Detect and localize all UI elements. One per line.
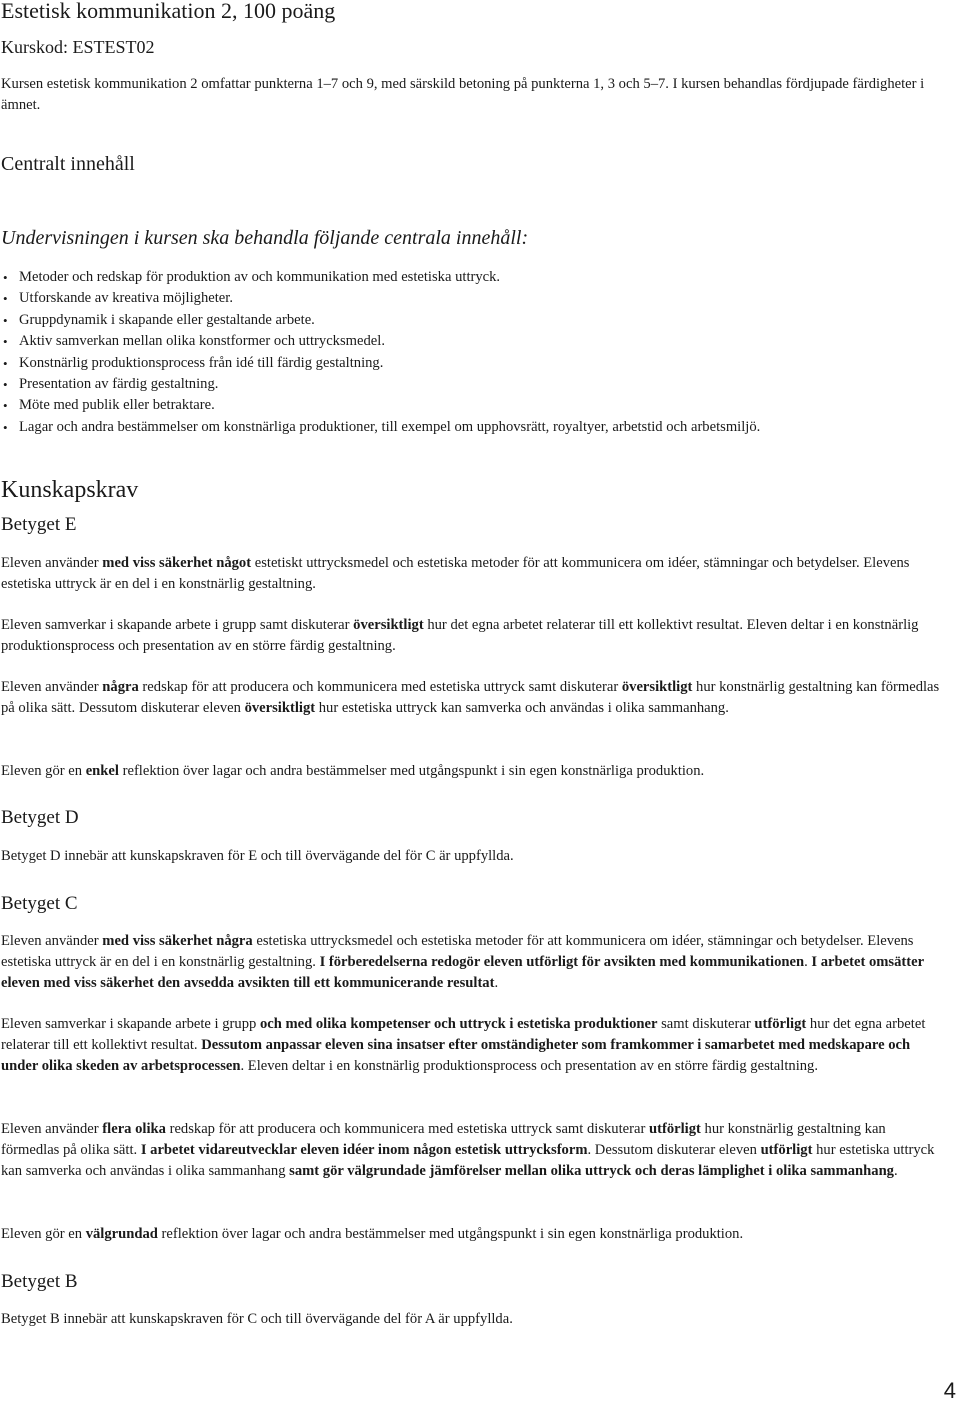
- text-run: . Eleven deltar i en konstnärlig produktionsprocess och presentation av en större färdig gestaltning.: [240, 1058, 818, 1074]
- knowledge-requirements-heading: Kunskapskrav: [1, 477, 139, 503]
- text-run: Eleven samverkar i skapande arbete i grupp samt diskuterar: [1, 617, 354, 633]
- grade-c-heading: Betyget C: [1, 893, 78, 914]
- text-run: Eleven använder: [1, 555, 103, 571]
- grade-e-paragraph: [1, 553, 946, 595]
- text-run: reflektion över lagar och andra bestämmelser med utgångspunkt i sin egen konstnärliga produktion.: [157, 1226, 744, 1242]
- bold-text: med viss säkerhet något: [102, 555, 252, 571]
- course-title: Estetisk kommunikation 2, 100 poäng: [1, 0, 336, 23]
- grade-b-paragraph: Betyget B innebär att kunskapskraven för C och till övervägande del för A är uppfyllda.: [1, 1311, 513, 1327]
- text-run: . Dessutom diskuterar eleven: [587, 1142, 761, 1158]
- list-item: • Lagar och andra bestämmelser om konstnärliga produktioner, till exempel om upphovsrätt, royaltyer, arbetstid och arbetsmiljö.: [1, 417, 946, 438]
- text-run: reflektion över lagar och andra bestämmelser med utgångspunkt i sin egen konstnärliga produktion.: [118, 763, 705, 779]
- text-run: estetiskt uttrycksmedel och estetiska metoder för att kommunicera om idéer, stämningar och betydelser. Elevens estetiska uttryck är en del i en konstnärlig gestaltning.: [1, 555, 910, 592]
- text-run: .: [494, 975, 499, 991]
- content-list: [1, 267, 946, 438]
- grade-e-paragraph: [1, 677, 946, 719]
- text-run: samt diskuterar: [657, 1016, 755, 1032]
- bold-text: välgrundad: [85, 1226, 158, 1242]
- grade-e-paragraph: [1, 761, 946, 782]
- text-run: redskap för att producera och kommunicera med estetiska uttryck samt diskuterar: [165, 1121, 649, 1137]
- grade-b-heading: Betyget B: [1, 1271, 78, 1292]
- bold-text: utförligt: [754, 1016, 807, 1032]
- course-intro: Kursen estetisk kommunikation 2 omfattar punkterna 1–7 och 9, med särskild betoning på punkterna 1, 3 och 5–7. I kursen behandlas fördjupade färdigheter i ämnet.: [1, 76, 925, 113]
- bold-text: samt gör välgrundade jämförelser mellan olika uttryck och deras lämplighet i olika sammanhang: [289, 1163, 894, 1179]
- bold-text: enkel: [85, 763, 119, 779]
- bold-text: och med olika kompetenser och uttryck i estetiska produktioner: [259, 1016, 658, 1032]
- text-run: Eleven samverkar i skapande arbete i grupp: [1, 1016, 260, 1032]
- text-run: hur estetiska uttryck kan samverka och användas i olika sammanhang.: [315, 700, 729, 716]
- bold-text: översiktligt: [621, 679, 693, 695]
- text-run: hur konstnärlig gestaltning kan förmedlas på olika sätt.: [1, 1121, 886, 1158]
- central-content-heading: Centralt innehåll: [1, 153, 135, 175]
- list-item: • Presentation av färdig gestaltning.: [1, 374, 946, 395]
- bold-text: utförligt: [649, 1121, 701, 1137]
- bold-text: översiktligt: [353, 617, 424, 633]
- bold-text: I arbetet vidareutvecklar eleven idéer inom någon estetisk uttrycksform: [140, 1142, 588, 1158]
- list-item: • Gruppdynamik i skapande eller gestaltande arbete.: [1, 310, 946, 331]
- grade-e-paragraph: [1, 615, 946, 657]
- text-run: Eleven använder: [1, 1121, 103, 1137]
- grade-c-paragraph: [1, 931, 946, 994]
- text-run: hur det egna arbetet relaterar till ett kollektivt resultat. Eleven deltar i en konstnärlig produktionsprocess och presentation av en större färdig gestaltning.: [1, 617, 919, 654]
- teaching-heading: Undervisningen i kursen ska behandla följande centrala innehåll:: [1, 227, 529, 249]
- grade-c-paragraph: [1, 1014, 946, 1077]
- bold-text: I arbetet omsätter eleven med viss säkerhet den avsedda avsikten till ett kommunicerande resultat: [1, 954, 924, 991]
- course-code: Kurskod: ESTEST02: [1, 37, 155, 57]
- text-run: Eleven använder: [1, 679, 103, 695]
- text-run: Eleven gör en: [1, 763, 86, 779]
- text-run: hur det egna arbetet relaterar till ett kollektivt resultat.: [1, 1016, 926, 1053]
- grade-e-heading: Betyget E: [1, 514, 77, 535]
- text-run: redskap för att producera och kommunicera med estetiska uttryck samt diskuterar: [138, 679, 622, 695]
- list-item: • Aktiv samverkan mellan olika konstformer och uttrycksmedel.: [1, 331, 946, 352]
- list-item: • Möte med publik eller betraktare.: [1, 395, 946, 416]
- bold-text: I förberedelserna redogör eleven utförligt för avsikten med kommunikationen: [319, 954, 805, 970]
- text-run: .: [893, 1163, 898, 1179]
- bold-text: med viss säkerhet några: [102, 933, 253, 949]
- bold-text: flera olika: [102, 1121, 166, 1137]
- text-run: .: [804, 954, 812, 970]
- list-item: • Konstnärlig produktionsprocess från idé till färdig gestaltning.: [1, 353, 946, 374]
- text-run: estetiska uttrycksmedel och estetiska metoder för att kommunicera om idéer, stämningar och betydelser. Elevens estetiska uttryck är en del i en konstnärlig gestaltning.: [1, 933, 914, 970]
- grade-c-paragraph: [1, 1224, 946, 1245]
- list-item: • Metoder och redskap för produktion av och kommunikation med estetiska uttryck.: [1, 267, 946, 288]
- grade-c-paragraph: [1, 1119, 946, 1182]
- text-run: hur estetiska uttryck kan samverka och användas i olika sammanhang: [1, 1142, 935, 1179]
- text-run: Eleven använder: [1, 933, 103, 949]
- page-number: 4: [943, 1378, 956, 1403]
- text-run: hur konstnärlig gestaltning kan förmedlas på olika sätt. Dessutom diskuterar eleven: [1, 679, 940, 716]
- list-item: • Utforskande av kreativa möjligheter.: [1, 288, 946, 309]
- bold-text: Dessutom anpassar eleven sina insatser efter omständigheter som framkommer i samarbetet med medskapare och under olika skeden av arbetsprocessen: [1, 1037, 911, 1074]
- bold-text: några: [102, 679, 139, 695]
- bold-text: utförligt: [760, 1142, 813, 1158]
- text-run: Eleven gör en: [1, 1226, 86, 1242]
- bold-text: översiktligt: [244, 700, 316, 716]
- grade-d-paragraph: Betyget D innebär att kunskapskraven för E och till övervägande del för C är uppfyllda.: [1, 848, 514, 864]
- grade-d-heading: Betyget D: [1, 807, 79, 828]
